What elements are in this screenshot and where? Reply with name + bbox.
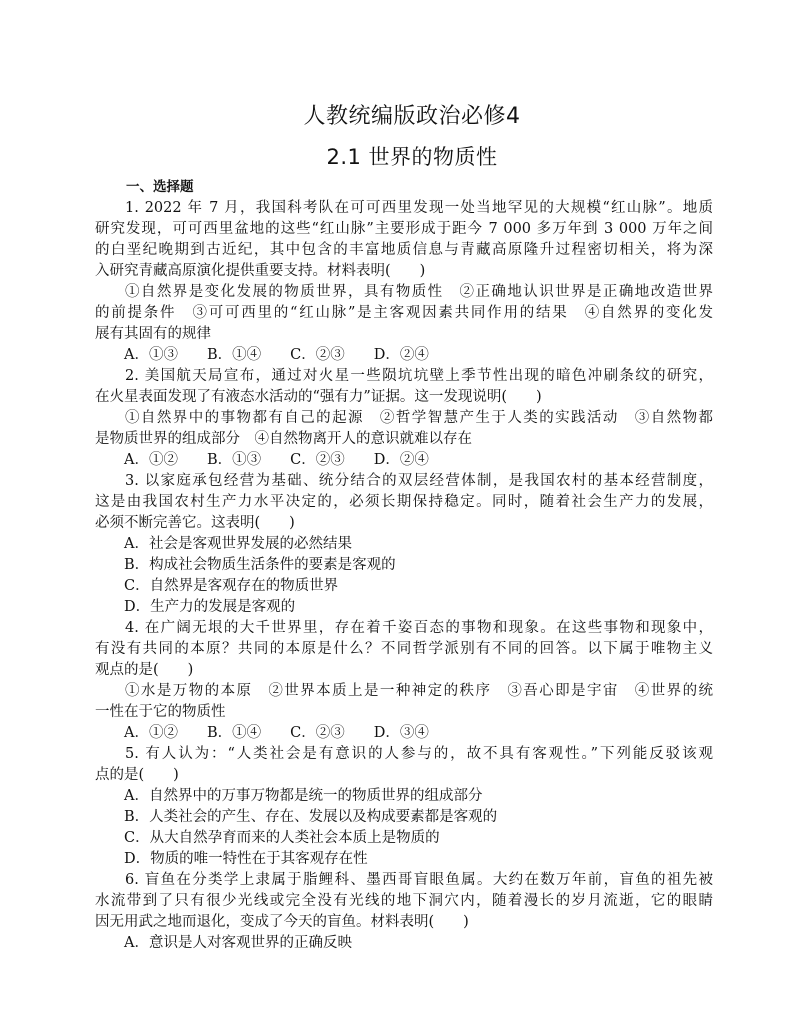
text-line: 一性在于它的物质性 [95,704,226,720]
text-line: 这是由我国农村生产力水平决定的，必须长期保持稳定。同时，随着社会生产力的发展， [95,494,713,510]
text-line: 展有其固有的规律 [95,326,211,342]
text-line: 的前提条件 ③可可西里的“红山脉”是主客观因素共同作用的结果 ④自然界的变化发 [95,305,713,321]
answer-option: A．社会是客观世界发展的必然结果 [124,536,352,552]
answer-options: A．①③ B．①④ C．②③ D．②④ [124,347,429,363]
answer-option: C．自然界是客观存在的物质世界 [124,578,339,594]
text-line: 观点的是( ) [95,662,194,678]
text-line: 是物质世界的组成部分 ④自然物离开人的意识就难以存在 [95,431,472,447]
text-line: 因无用武之地而退化，变成了今天的盲鱼。材料表明( ) [95,914,469,930]
text-line: 必须不断完善它。这表明( ) [95,515,295,531]
answer-option: A．自然界中的万事万物都是统一的物质世界的组成部分 [124,788,483,804]
answer-option: C．从大自然孕育而来的人类社会本质上是物质的 [124,830,440,846]
answer-options: A．①② B．①③ C．②③ D．②④ [124,452,429,468]
text-line: ①自然界中的事物都有自己的起源 ②哲学智慧产生于人类的实践活动 ③自然物都 [125,410,713,426]
text-line: 点的是( ) [95,767,179,783]
text-line: 在火星表面发现了有液态水活动的“强有力”证据。这一发现说明( ) [95,389,542,405]
answer-option: D．物质的唯一特性在于其客观存在性 [124,851,368,867]
text-line: 2. 美国航天局宣布，通过对火星一些陨坑坑壁上季节性出现的暗色冲刷条纹的研究， [125,368,713,384]
section-heading: 一、选择题 [126,179,194,195]
text-line: 的白垩纪晚期到古近纪，其中包含的丰富地质信息与青藏高原隆升过程密切相关，将为深 [95,242,713,258]
text-line: 研究发现，可可西里盆地的这些“红山脉”主要形成于距今 7 000 多万年到 3 000 万年之间 [95,221,713,237]
text-line: 有没有共同的本原？共同的本原是什么？不同哲学派别有不同的回答。以下属于唯物主义 [95,641,713,657]
answer-option: A．意识是人对客观世界的正确反映 [124,935,352,951]
answer-options: A．①② B．①④ C．②③ D．③④ [124,725,429,741]
text-line: 6. 盲鱼在分类学上隶属于脂鲤科、墨西哥盲眼鱼属。大约在数万年前，盲鱼的祖先被 [125,872,713,888]
text-line: 入研究青藏高原演化提供重要支持。材料表明( ) [95,263,426,279]
text-line: 4. 在广阔无垠的大千世界里，存在着千姿百态的事物和现象。在这些事物和现象中， [125,620,713,636]
text-line: 5. 有人认为：“人类社会是有意识的人参与的，故不具有客观性。”下列能反驳该观 [125,746,713,762]
answer-option: D．生产力的发展是客观的 [124,599,296,615]
answer-option: B．人类社会的产生、存在、发展以及构成要素都是客观的 [124,809,498,825]
text-line: ①自然界是变化发展的物质世界，具有物质性 ②正确地认识世界是正确地改造世界 [125,284,713,300]
document-subtitle: 2.1 世界的物质性 [326,145,498,169]
answer-option: B．构成社会物质生活条件的要素是客观的 [124,557,396,573]
document-title: 人教统编版政治必修4 [303,104,521,129]
text-line: 水流带到了只有很少光线或完全没有光线的地下洞穴内，随着漫长的岁月流逝，它的眼睛 [95,893,713,909]
text-line: 3. 以家庭承包经营为基础、统分结合的双层经营体制，是我国农村的基本经营制度， [125,473,713,489]
text-line: 1. 2022 年 7 月，我国科考队在可可西里发现一处当地罕见的大规模“红山脉”。地质 [125,200,713,216]
text-line: ①水是万物的本原 ②世界本质上是一种神定的秩序 ③吾心即是宇宙 ④世界的统 [125,683,713,699]
